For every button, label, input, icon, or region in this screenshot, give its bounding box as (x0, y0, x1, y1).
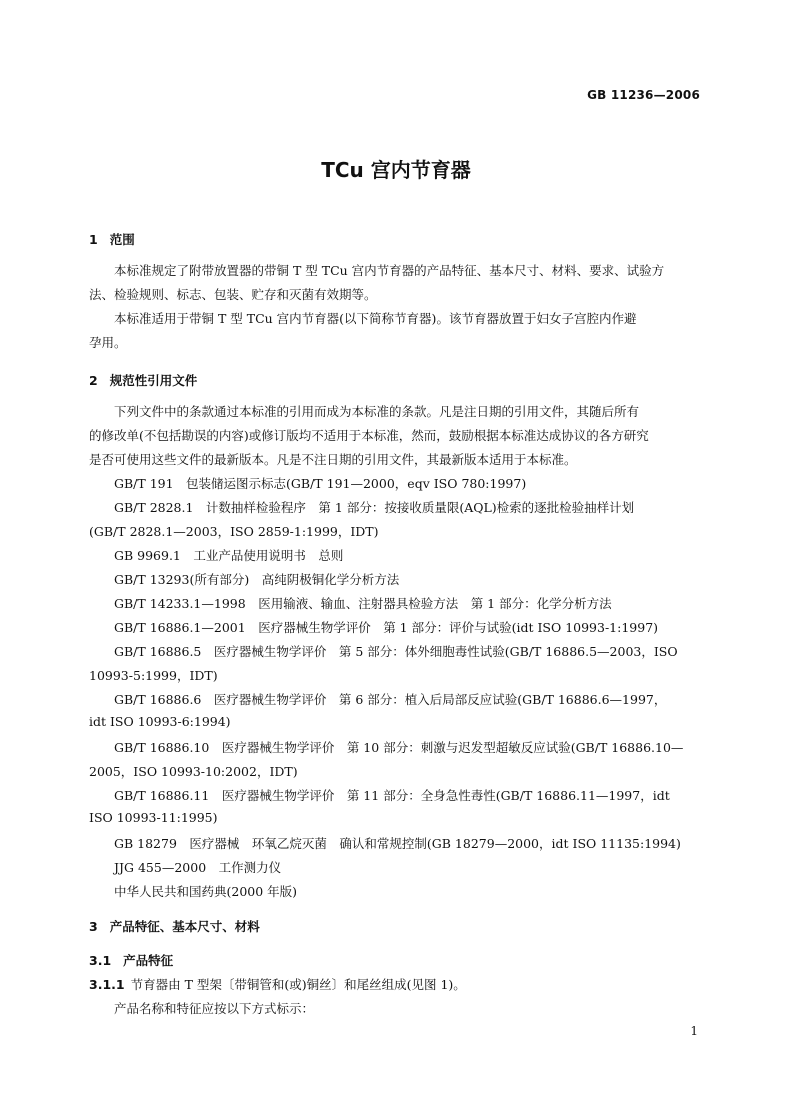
reference-item: GB/T 16886.5 医疗器械生物学评价 第 5 部分：体外细胞毒性试验(GB/T 16886.5—2003，ISO (114, 644, 678, 659)
section-number: 3.1 (89, 953, 112, 968)
paragraph-line: 下列文件中的条款通过本标准的引用而成为本标准的条款。凡是注日期的引用文件，其随后所有 (114, 404, 640, 419)
reference-item-continued: idt ISO 10993-6:1994) (89, 714, 231, 729)
reference-item: GB/T 16886.11 医疗器械生物学评价 第 11 部分：全身急性毒性(GB/T 16886.11—1997，idt (114, 788, 670, 803)
reference-item: GB 18279 医疗器械 环氧乙烷灭菌 确认和常规控制(GB 18279—2000，idt ISO 11135:1994) (114, 836, 681, 851)
reference-item-continued: ISO 10993-11:1995) (89, 810, 218, 825)
paragraph-line: 是否可使用这些文件的最新版本。凡是不注日期的引用文件，其最新版本适用于本标准。 (89, 452, 577, 467)
section-title: 范围 (109, 232, 135, 247)
reference-item: GB/T 16886.10 医疗器械生物学评价 第 10 部分：刺激与迟发型超敏反应试验(GB/T 16886.10— (114, 740, 684, 755)
reference-item-continued: 2005，ISO 10993-10:2002，IDT) (89, 764, 298, 779)
section-title: 规范性引用文件 (109, 373, 198, 388)
paragraph-line: 本标准规定了附带放置器的带铜 T 型 TCu 宫内节育器的产品特征、基本尺寸、材料、要求、试验方 (114, 263, 665, 278)
reference-item: GB/T 191 包装储运图示标志(GB/T 191—2000，eqv ISO 780:1997) (114, 476, 527, 491)
clause-text: 节育器由 T 型架〔带铜管和(或)铜丝〕和尾丝组成(见图 1)。 (130, 977, 466, 992)
paragraph-line: 的修改单(不包括勘误的内容)或修订版均不适用于本标准，然而，鼓励根据本标准达成协议的各方研究 (89, 428, 649, 443)
section-number: 3 (89, 919, 98, 934)
reference-item-continued: 10993-5:1999，IDT) (89, 668, 218, 683)
reference-item: GB/T 14233.1—1998 医用输液、输血、注射器具检验方法 第 1 部分：化学分析方法 (114, 596, 612, 611)
reference-item: GB/T 16886.1—2001 医疗器械生物学评价 第 1 部分：评价与试验(idt ISO 10993-1:1997) (114, 620, 659, 635)
clause-number: 3.1.1 (89, 977, 125, 992)
page-number: 1 (690, 1024, 698, 1038)
reference-item: GB/T 2828.1 计数抽样检验程序 第 1 部分：按接收质量限(AQL)检索的逐批检验抽样计划 (114, 500, 635, 515)
paragraph-line: 产品名称和特征应按以下方式标示： (114, 1001, 315, 1016)
document-title: TCu 宫内节育器 (321, 158, 471, 182)
section-2-heading (89, 371, 197, 389)
section-number: 2 (89, 373, 98, 388)
reference-item: GB 9969.1 工业产品使用说明书 总则 (114, 548, 344, 563)
paragraph-line: 法、检验规则、标志、包装、贮存和灭菌有效期等。 (89, 287, 377, 302)
section-1-heading (89, 230, 135, 248)
reference-item: JJG 455—2000 工作测力仪 (114, 860, 282, 875)
clause-3-1-1 (89, 975, 466, 993)
paragraph-line: 孕用。 (89, 335, 127, 350)
reference-item-continued: (GB/T 2828.1—2003，ISO 2859-1:1999，IDT) (89, 524, 379, 539)
section-title: 产品特征 (123, 953, 174, 968)
subsection-3-1-heading (89, 951, 173, 969)
section-3-heading (89, 917, 260, 935)
reference-item: GB/T 16886.6 医疗器械生物学评价 第 6 部分：植入后局部反应试验(GB/T 16886.6—1997， (114, 692, 667, 707)
standard-code: GB 11236—2006 (587, 88, 700, 102)
reference-item: 中华人民共和国药典(2000 年版) (114, 884, 298, 899)
section-title: 产品特征、基本尺寸、材料 (109, 919, 260, 934)
paragraph-line: 本标准适用于带铜 T 型 TCu 宫内节育器(以下简称节育器)。该节育器放置于妇女子宫腔内作避 (114, 311, 637, 326)
section-number: 1 (89, 232, 98, 247)
reference-item: GB/T 13293(所有部分) 高纯阴极铜化学分析方法 (114, 572, 400, 587)
